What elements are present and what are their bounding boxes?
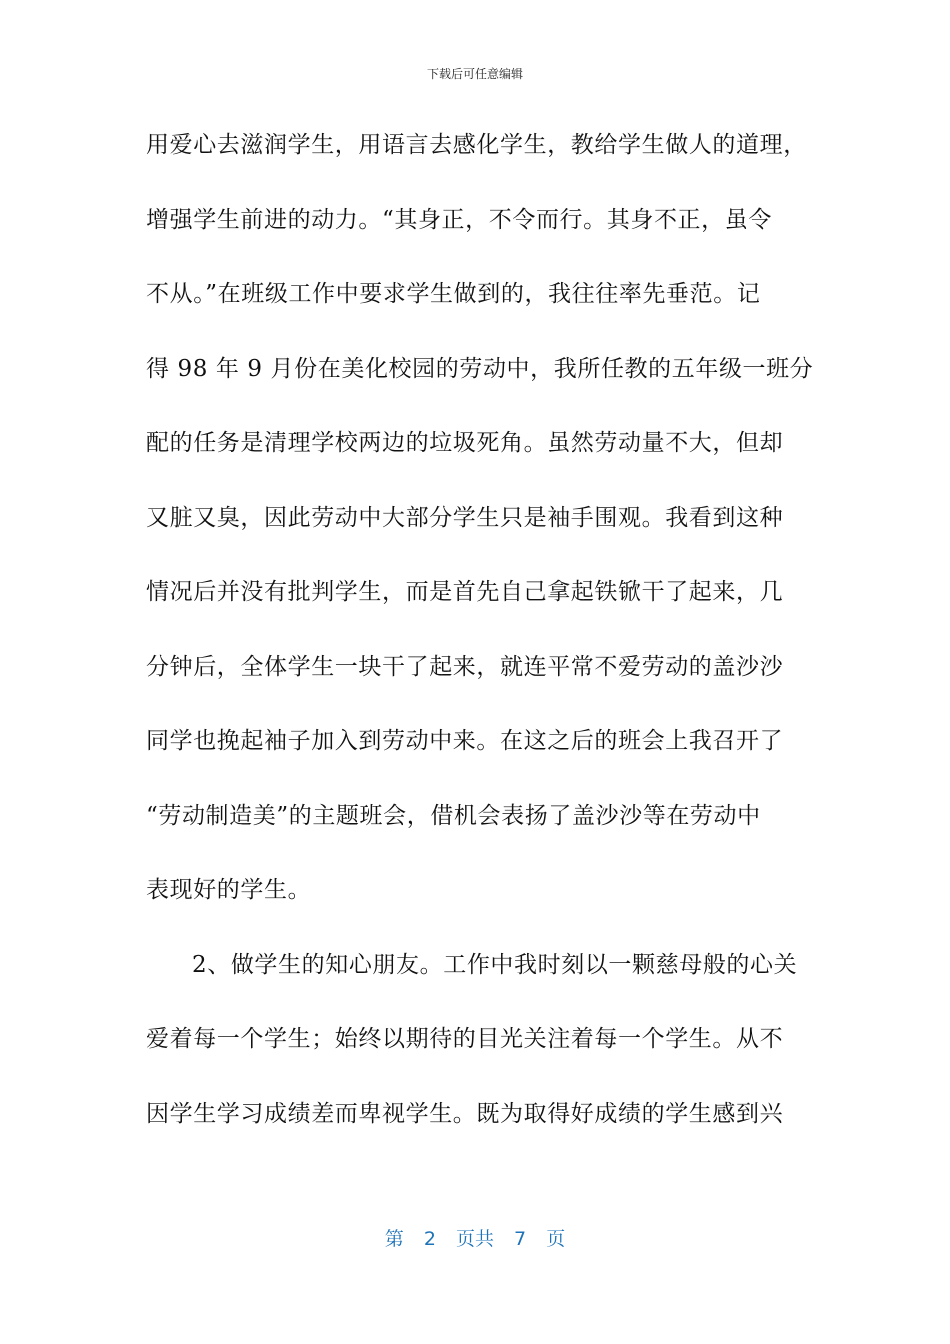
body-line: 不从。”在班级工作中要求学生做到的，我往往率先垂范。记	[146, 281, 761, 307]
footer-current-page: 2	[423, 1228, 436, 1250]
body-line: 表现好的学生。	[146, 877, 312, 903]
body-line: 因学生学习成绩差而卑视学生。既为取得好成绩的学生感到兴	[146, 1100, 784, 1127]
body-line: 用爱心去滋润学生，用语言去感化学生，教给学生做人的道理，	[146, 132, 807, 158]
body-line-paragraph-start: 2、做学生的知心朋友。工作中我时刻以一颗慈母般的心关	[192, 951, 798, 978]
body-line: 爱着每一个学生；始终以期待的目光关注着每一个学生。从不	[146, 1026, 784, 1052]
footer-total-pages: 7	[514, 1228, 527, 1250]
document-body	[146, 124, 814, 1167]
footer-suffix: 页	[546, 1228, 566, 1250]
page-header: 下载后可任意编辑	[426, 67, 523, 81]
footer-middle: 页共	[455, 1228, 494, 1250]
body-line: 分钟后，全体学生一块干了起来，就连平常不爱劳动的盖沙沙	[146, 653, 784, 680]
body-line: 又脏又臭，因此劳动中大部分学生只是袖手围观。我看到这种	[146, 504, 784, 531]
page-footer	[0, 1226, 950, 1252]
body-line: 配的任务是清理学校两边的垃圾死角。虽然劳动量不大，但却	[146, 430, 784, 456]
body-line: 情况后并没有批判学生，而是首先自己拿起铁锨干了起来，几	[146, 579, 784, 605]
footer-prefix: 第	[384, 1228, 404, 1250]
body-line: “劳动制造美”的主题班会，借机会表扬了盖沙沙等在劳动中	[146, 802, 761, 829]
body-line: 同学也挽起袖子加入到劳动中来。在这之后的班会上我召开了	[146, 728, 784, 754]
body-line: 得 98 年 9 月份在美化校园的劳动中，我所任教的五年级一班分	[146, 355, 814, 382]
body-line: 增强学生前进的动力。“其身正，不令而行。其身不正，虽令	[146, 206, 772, 233]
